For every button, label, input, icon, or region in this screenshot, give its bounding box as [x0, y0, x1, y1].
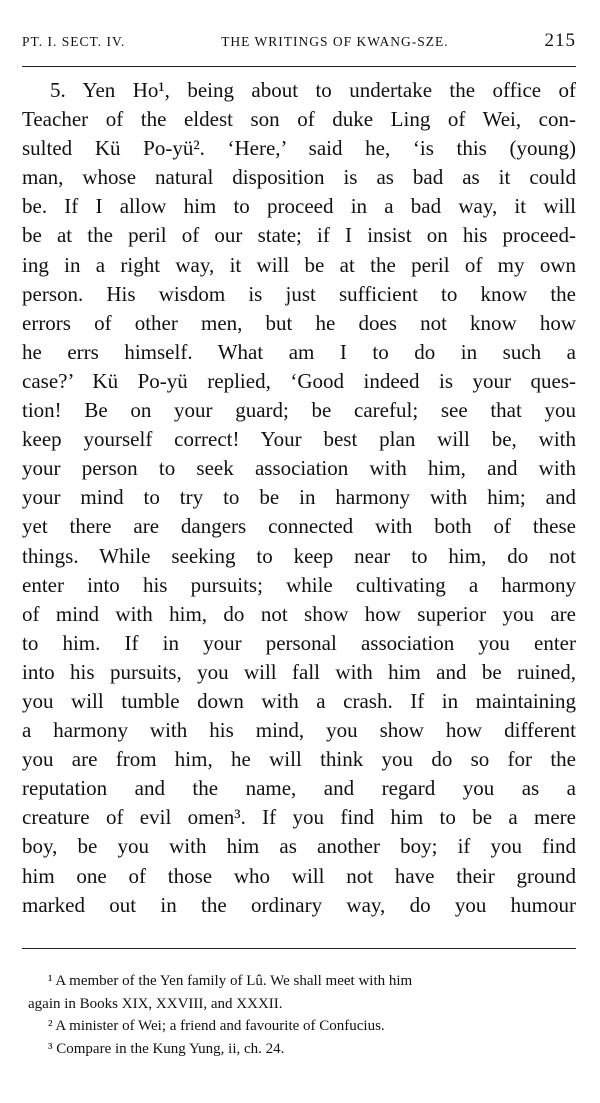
text-line: to him. If in your personal association you enter — [22, 630, 576, 655]
text-line: case?’ Kü Po-yü replied, ‘Good indeed is your ques- — [22, 368, 576, 393]
footnotes — [22, 970, 576, 1060]
footnote-1-continued: again in Books XIX, XXVIII, and XXXII. — [28, 995, 283, 1012]
text-line: Teacher of the eldest son of duke Ling of Wei, con- — [22, 107, 576, 132]
text-line: enter into his pursuits; while cultivating a harmony — [22, 572, 576, 597]
header-section: PT. I. SECT. IV. — [22, 34, 126, 49]
text-line: errors of other men, but he does not know how — [22, 310, 576, 335]
footnote-1: ¹ A member of the Yen family of Lû. We shall meet with him — [48, 973, 413, 989]
text-line: be at the peril of our state; if I insist on his proceed- — [22, 223, 576, 248]
text-line: your mind to try to be in harmony with him; and — [22, 485, 576, 510]
running-header — [22, 30, 576, 52]
text-line: man, whose natural disposition is as bad as it could — [22, 165, 576, 190]
text-line: you are from him, he will think you do so for the — [22, 747, 576, 772]
footnote-3: ³ Compare in the Kung Yung, ii, ch. 24. — [48, 1040, 285, 1057]
text-line: person. His wisdom is just sufficient to know the — [22, 281, 576, 306]
text-line: marked out in the ordinary way, do you humour — [22, 892, 576, 917]
text-line: your person to seek association with him, and with — [22, 456, 576, 481]
text-line: creature of evil omen³. If you find him to be a mere — [22, 805, 576, 830]
text-line: of mind with him, do not show how superior you are — [22, 601, 576, 626]
text-line: sulted Kü Po-yü². ‘Here,’ said he, ‘is this (young) — [22, 136, 576, 161]
text-line: a harmony with his mind, you show how different — [22, 718, 576, 743]
header-title: THE WRITINGS OF KWANG-SZE. — [221, 34, 449, 49]
text-line: he errs himself. What am I to do in such a — [22, 339, 576, 364]
text-line: things. While seeking to keep near to him, do not — [22, 543, 576, 568]
text-line: boy, be you with him as another boy; if you find — [22, 834, 576, 859]
text-line: him one of those who will not have their ground — [22, 863, 576, 888]
footnote-rule — [22, 948, 576, 949]
text-line: you will tumble down with a crash. If in maintaining — [22, 688, 576, 713]
text-line: keep yourself correct! Your best plan will be, with — [22, 427, 576, 452]
page-number: 215 — [544, 30, 576, 51]
text-line: ing in a right way, it will be at the peril of my own — [22, 252, 576, 277]
text-line: tion! Be on your guard; be careful; see that you — [22, 398, 576, 423]
text-line: yet there are dangers connected with both of these — [22, 514, 576, 539]
text-line: reputation and the name, and regard you as a — [22, 776, 576, 801]
text-line: be. If I allow him to proceed in a bad way, it will — [22, 194, 576, 219]
main-text — [22, 76, 576, 920]
footnote-2: ² A minister of Wei; a friend and favourite of Confucius. — [48, 1018, 385, 1035]
text-line: 5. Yen Ho¹, being about to undertake the office of — [50, 78, 576, 102]
header-rule — [22, 66, 576, 67]
text-line: into his pursuits, you will fall with him and be ruined, — [22, 659, 576, 684]
